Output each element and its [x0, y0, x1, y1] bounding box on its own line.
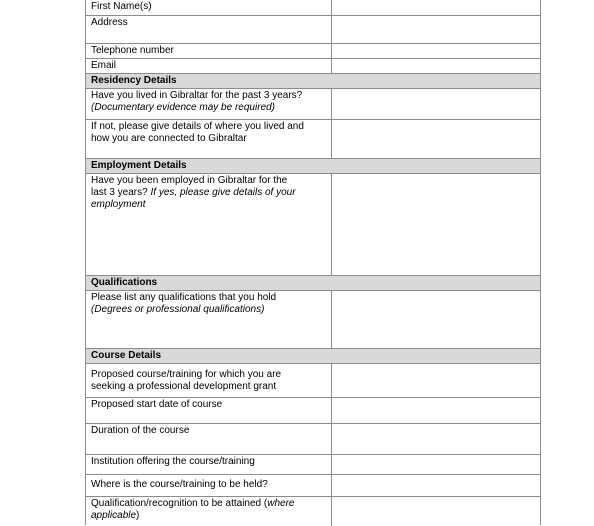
email-label: Email: [86, 59, 332, 73]
duration-row: [86, 423, 540, 454]
residency-details-label: If not, please give details of where you lived and how you are connected to Gibraltar: [86, 120, 332, 158]
residency-section-header: [86, 73, 540, 88]
residency-lived-note: (Documentary evidence may be required): [91, 102, 275, 113]
residency-section-title: Residency Details: [91, 75, 177, 86]
qualifications-row: [86, 290, 540, 348]
residency-details-field[interactable]: [332, 120, 540, 158]
employment-section-header: [86, 158, 540, 173]
residency-lived-label: Have you lived in Gibraltar for the past 3 years? (Documentary evidence may be required): [86, 89, 332, 119]
qualifications-section-header: [86, 275, 540, 290]
location-row: [86, 474, 540, 496]
employment-section-title: Employment Details: [91, 160, 187, 171]
institution-field[interactable]: [332, 455, 540, 474]
proposed-course-label: Proposed course/training for which you are seeking a professional development grant: [86, 364, 332, 397]
location-label: Where is the course/training to be held?: [86, 475, 332, 496]
employment-row: [86, 173, 540, 275]
employment-note: If yes, please give details of your employment: [91, 187, 296, 210]
course-section-header: [86, 348, 540, 363]
telephone-field[interactable]: [332, 44, 540, 58]
start-date-row: [86, 397, 540, 423]
address-field[interactable]: [332, 16, 540, 43]
qualification-attained-row: [86, 496, 540, 526]
residency-lived-row: [86, 88, 540, 119]
duration-label: Duration of the course: [86, 424, 332, 454]
proposed-course-field[interactable]: [332, 364, 540, 397]
email-row: [86, 58, 540, 73]
qualification-attained-note: where applicable: [91, 498, 295, 521]
first-names-label: First Name(s): [86, 0, 332, 15]
employment-field[interactable]: [332, 174, 540, 275]
first-names-field[interactable]: [332, 0, 540, 15]
application-form-table: [85, 0, 541, 525]
qualifications-field[interactable]: [332, 291, 540, 348]
residency-lived-field[interactable]: [332, 89, 540, 119]
telephone-row: [86, 43, 540, 58]
qualifications-section-title: Qualifications: [91, 277, 158, 288]
address-label: Address: [86, 16, 332, 43]
residency-details-row: [86, 119, 540, 158]
qualification-attained-field[interactable]: [332, 497, 540, 526]
course-section-title: Course Details: [91, 350, 162, 361]
institution-row: [86, 454, 540, 474]
telephone-label: Telephone number: [86, 44, 332, 58]
qualification-attained-label: Qualification/recognition to be attained (where applicable): [86, 497, 332, 526]
start-date-label: Proposed start date of course: [86, 398, 332, 423]
first-names-row: [86, 0, 540, 15]
email-field[interactable]: [332, 59, 540, 73]
qualifications-label: Please list any qualifications that you hold (Degrees or professional qualifications): [86, 291, 332, 348]
duration-field[interactable]: [332, 424, 540, 454]
institution-label: Institution offering the course/training: [86, 455, 332, 474]
address-row: [86, 15, 540, 43]
proposed-course-row: [86, 363, 540, 397]
employment-label: Have you been employed in Gibraltar for the last 3 years? If yes, please give details of your employment: [86, 174, 332, 275]
start-date-field[interactable]: [332, 398, 540, 423]
location-field[interactable]: [332, 475, 540, 496]
qualifications-note: (Degrees or professional qualifications): [91, 304, 265, 315]
